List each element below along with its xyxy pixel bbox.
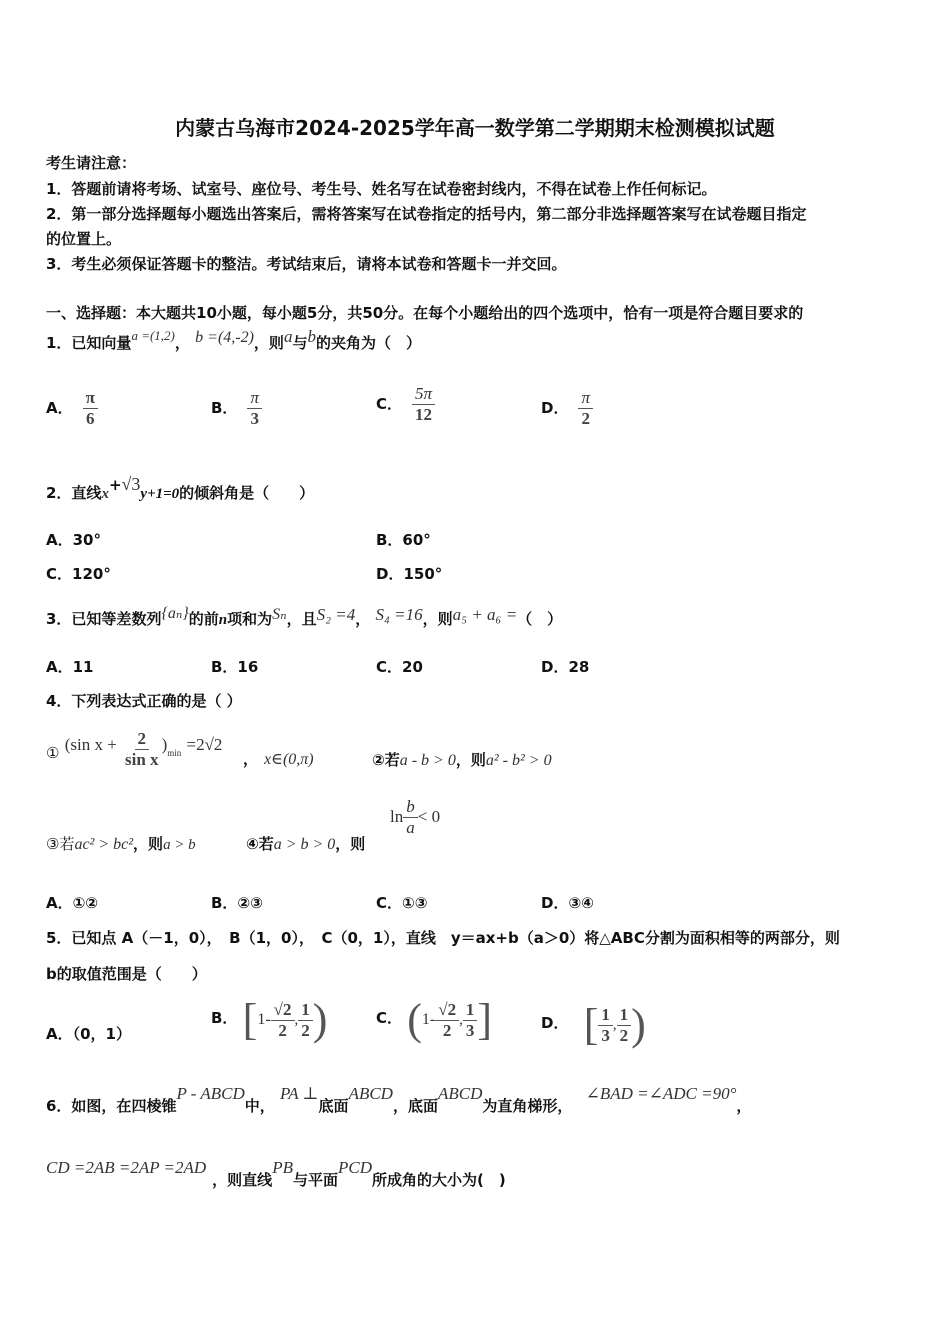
question-5-stem-cont: b的取值范围是（ ） <box>46 965 207 983</box>
notice-item-2-cont: 的位置上。 <box>46 230 122 248</box>
q3-option-d[interactable]: D．28 <box>541 658 590 676</box>
q2-option-d[interactable]: D．150° <box>376 565 443 583</box>
section-heading: 一、选择题：本大题共10小题，每小题5分，共50分。在每个小题给出的四个选项中，恰有一项是符合题目要求的 <box>46 304 804 322</box>
q5-option-b[interactable]: B． [ 1- $\frac{√2}{2}$ , $\frac{1}{2}$ ) <box>211 995 328 1044</box>
q4-option-b[interactable]: B．②③ <box>211 894 263 912</box>
question-3-stem: 3．已知等差数列{aₙ}的前n项和为Sₙ，且S₂ =4， S₄ =16，则a₅ + a₆ =（ ） <box>46 605 563 628</box>
q4-statement-4: ④若a > b > 0，则 <box>246 835 366 853</box>
page-title: 内蒙古乌海市2024-2025学年高一数学第二学期期末检测模拟试题 <box>175 116 775 140</box>
q1-option-a[interactable]: A． $\frac{\pi}{6}$ <box>46 388 98 429</box>
question-5-stem: 5．已知点 A（－1，0）， B（1，0）， C（0，1），直线 y＝ax+b（a＞0）将△ABC分割为面积相等的两部分，则 <box>46 929 840 947</box>
question-2-stem: 2．直线x+√3y+1=0的倾斜角是（ ） <box>46 474 315 502</box>
q2-option-c[interactable]: C．120° <box>46 565 111 583</box>
q4-statement-1: ① (sin x + $\frac{2}{\text{sin x}}$ )$_{min} =2√2$ <box>46 729 223 769</box>
q1-option-d[interactable]: D． $\frac{\pi}{2}$ <box>541 388 593 429</box>
q5-option-c[interactable]: C． ( 1- $\frac{√2}{2}$ , $\frac{1}{3}$ ] <box>376 995 492 1044</box>
question-6-stem: 6．如图，在四棱锥P - ABCD中， PA ⊥底面ABCD，底面ABCD为直角梯形， ∠BAD =∠ADC =90°， <box>46 1084 752 1115</box>
q2-option-a[interactable]: A．30° <box>46 531 101 549</box>
q1-option-c[interactable]: C． $\frac{5\pi}{12}$ <box>376 384 435 425</box>
q5-option-d[interactable]: D． [ $\frac{1}{3}$ , $\frac{1}{2}$ ) <box>541 1000 646 1049</box>
q4-option-d[interactable]: D．③④ <box>541 894 594 912</box>
q3-option-b[interactable]: B．16 <box>211 658 259 676</box>
q5-option-a[interactable]: A．（0，1） <box>46 1025 131 1043</box>
notice-heading: 考生请注意： <box>46 154 137 172</box>
question-4-stem: 4．下列表达式正确的是（ ） <box>46 692 242 710</box>
q4-statement-3: ③若ac² > bc²，则a > b <box>46 835 196 853</box>
question-6-stem-cont: CD =2AB =2AP =2AD，则直线PB与平面PCD所成角的大小为( ) <box>46 1158 506 1189</box>
q1-option-b[interactable]: B． $\frac{\pi}{3}$ <box>211 388 262 429</box>
q4-statement-4-result: ln $\frac{b}{a}$ < 0 <box>390 797 441 837</box>
q3-option-c[interactable]: C．20 <box>376 658 423 676</box>
q4-option-c[interactable]: C．①③ <box>376 894 428 912</box>
notice-item-3: 3．考生必须保证答题卡的整洁。考试结束后，请将本试卷和答题卡一并交回。 <box>46 255 567 273</box>
q3-option-a[interactable]: A．11 <box>46 658 94 676</box>
q4-statement-2: ②若a - b > 0，则a² - b² > 0 <box>372 751 552 769</box>
notice-item-2: 2．第一部分选择题每小题选出答案后，需将答案写在试卷指定的括号内，第二部分非选择题答案写在试卷题目指定 <box>46 205 807 223</box>
notice-item-1: 1．答题前请将考场、试室号、座位号、考生号、姓名写在试卷密封线内，不得在试卷上作任何标记。 <box>46 180 717 198</box>
q4-statement-1-domain: ， x∈(0,π) <box>243 750 314 768</box>
q4-option-a[interactable]: A．①② <box>46 894 99 912</box>
question-1-stem: 1．已知向量a =(1,2)， b =(4,-2)，则a与b的夹角为（ ） <box>46 327 421 352</box>
q2-option-b[interactable]: B．60° <box>376 531 431 549</box>
